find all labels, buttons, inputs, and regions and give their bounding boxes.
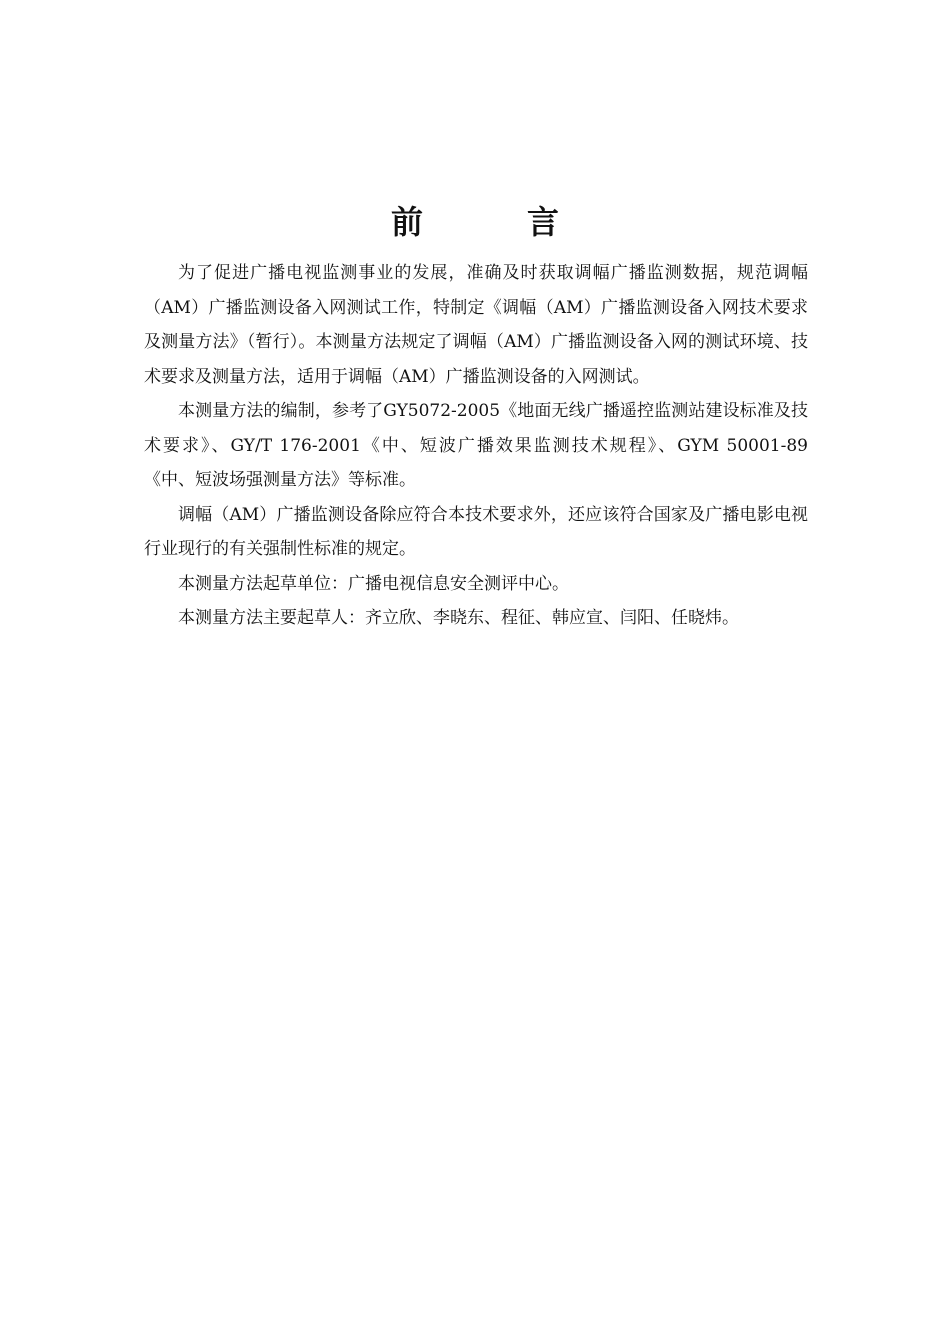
page-title: 前 言 — [390, 203, 595, 241]
paragraph-compliance: 调幅（AM）广播监测设备除应符合本技术要求外，还应该符合国家及广播电影电视行业现行的有关强制性标准的规定。 — [144, 504, 808, 559]
paragraph-drafting-unit: 本测量方法起草单位：广播电视信息安全测评中心。 — [178, 573, 569, 594]
paragraph-purpose: 为了促进广播电视监测事业的发展，准确及时获取调幅广播监测数据，规范调幅（AM）广播监测设备入网测试工作，特制定《调幅（AM）广播监测设备入网技术要求及测量方法》（暂行）。本测量方法规定了调幅（AM）广播监测设备入网的测试环境、技术要求及测量方法，适用于调幅（AM）广播监测设备的入网测试。 — [144, 263, 808, 387]
foreword-body — [144, 256, 808, 636]
paragraph-drafters: 本测量方法主要起草人：齐立欣、李晓东、程征、韩应宣、闫阳、任晓炜。 — [178, 608, 739, 628]
paragraph-references: 本测量方法的编制，参考了GY5072-2005《地面无线广播遥控监测站建设标准及技术要求》、GY/T 176-2001《中、短波广播效果监测技术规程》、GYM 50001-89《中、短波场强测量方法》等标准。 — [144, 401, 808, 490]
